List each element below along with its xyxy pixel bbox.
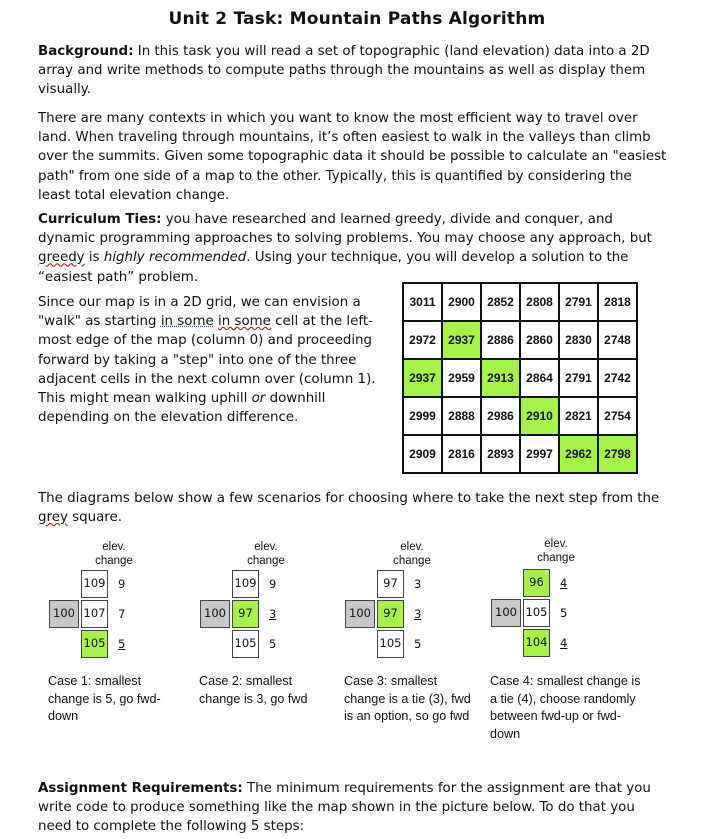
fwd-down-cell: 104 (523, 629, 550, 657)
or-word: or (251, 391, 266, 407)
fwd-cell: 97 (232, 600, 259, 628)
current-cell: 100 (200, 600, 230, 628)
change-mid: 3 (269, 607, 277, 621)
fwd-up-cell: 109 (232, 570, 259, 598)
grid-cell: 2852 (481, 283, 520, 321)
elev-label-line-2: change (537, 552, 575, 564)
elev-label-line-1: elev. (544, 538, 568, 550)
elev-label-line-2: change (95, 555, 133, 567)
fwd-down-cell: 105 (81, 630, 108, 658)
grid-cell: 2959 (442, 359, 481, 397)
diagrams-intro-text-2: square. (67, 510, 123, 526)
grid-cell: 2937 (442, 321, 481, 359)
change-down: 5 (269, 637, 277, 651)
curriculum-text-3: . Using your technique, you will develop a solution to the “easiest path” problem. (38, 250, 629, 285)
fwd-up-cell: 97 (377, 570, 404, 598)
change-up: 4 (560, 576, 568, 590)
grid-cell: 2962 (559, 435, 598, 473)
fwd-cell: 97 (377, 600, 404, 628)
fwd-up-cell: 109 (81, 570, 108, 598)
elev-change-label (236, 540, 296, 568)
diagrams-intro-text: The diagrams below show a few scenarios for choosing where to take the next step from the (38, 491, 660, 506)
grid-cell: 2816 (442, 435, 481, 473)
grid-cell: 2937 (403, 359, 442, 397)
current-cell: 100 (345, 600, 375, 628)
change-mid: 3 (414, 607, 422, 621)
assignment-paragraph (38, 779, 668, 837)
grid-intro-text: Since our map is in a 2D grid, we can envision a "walk" as starting (38, 295, 361, 330)
change-up: 9 (118, 577, 126, 591)
grid-cell: 2860 (520, 321, 559, 359)
assignment-label: Assignment Requirements: (38, 781, 243, 796)
grid-cell: 2818 (598, 283, 637, 321)
grid-row (403, 321, 637, 359)
grid-cell: 2791 (559, 359, 598, 397)
diagrams-intro-paragraph (38, 489, 668, 527)
elev-change-label (382, 540, 442, 568)
contexts-paragraph: There are many contexts in which you want to know the most efficient way to travel over land. When traveling through mountains, it’s often easiest to walk in the valleys than climb over the summits. Given some topographic data it should be possible to calculate an "easiest path" from one side of a map to the other. Typically, this is quantified by considering the least total elevation change. (38, 111, 667, 203)
grid-cell: 2742 (598, 359, 637, 397)
fwd-down-cell: 105 (377, 630, 404, 658)
greedy-word: greedy (38, 250, 85, 266)
curriculum-text: you have researched and learned greedy, divide and conquer, and dynamic programming approaches to solving problems. You may choose any approach, but (38, 212, 652, 247)
elev-label-line-1: elev. (102, 541, 126, 553)
change-mid: 5 (560, 606, 568, 620)
grid-cell: 2830 (559, 321, 598, 359)
in-some-2: in some (218, 314, 271, 330)
grid-cell: 2986 (481, 397, 520, 435)
grid-cell: 2900 (442, 283, 481, 321)
grid-cell: 2754 (598, 397, 637, 435)
change-down: 4 (560, 636, 568, 650)
grid-cell: 2888 (442, 397, 481, 435)
grid-row (403, 283, 637, 321)
case-caption: Case 1: smallest change is 5, go fwd-down (48, 674, 161, 723)
grid-cell: 2999 (403, 397, 442, 435)
background-paragraph (38, 42, 668, 100)
grey-word: grey (38, 510, 68, 526)
grid-cell: 2886 (481, 321, 520, 359)
grid-intro-paragraph (38, 293, 388, 427)
change-down: 5 (414, 637, 422, 651)
assignment-text: The minimum requirements for the assignment are that you write code to produce something like the map shown in the picture below. To do that you need to complete the following 5 steps: (38, 781, 651, 835)
highly-recommended: highly recommended (103, 250, 247, 266)
grid-cell: 2864 (520, 359, 559, 397)
elev-label-line-1: elev. (400, 541, 424, 553)
page-title: Unit 2 Task: Mountain Paths Algorithm (168, 9, 546, 29)
grid-row (403, 359, 637, 397)
grid-cell: 2909 (403, 435, 442, 473)
grid-cell: 2748 (598, 321, 637, 359)
curriculum-label: Curriculum Ties: (38, 212, 162, 227)
current-cell: 100 (491, 599, 521, 627)
change-up: 9 (269, 577, 277, 591)
grid-cell: 2821 (559, 397, 598, 435)
fwd-up-cell: 96 (523, 569, 550, 597)
current-cell: 100 (49, 600, 79, 628)
elev-label-line-1: elev. (254, 541, 278, 553)
curriculum-paragraph (38, 210, 668, 287)
curriculum-text-2: is (84, 250, 104, 266)
grid-cell: 2910 (520, 397, 559, 435)
change-down: 5 (118, 637, 126, 651)
elevation-grid (402, 282, 638, 474)
background-label: Background: (38, 44, 134, 59)
elev-change-label (84, 540, 144, 568)
fwd-cell: 105 (523, 599, 550, 627)
grid-cell: 2972 (403, 321, 442, 359)
case-caption: Case 3: smallest change is a tie (3), fwd is an option, so go fwd (344, 674, 471, 723)
grid-row (403, 397, 637, 435)
grid-cell: 2808 (520, 283, 559, 321)
elev-label-line-2: change (393, 555, 431, 567)
grid-cell: 2997 (520, 435, 559, 473)
elev-label-line-2: change (247, 555, 285, 567)
case-caption: Case 4: smallest change is a tie (4), choose randomly between fwd-up or fwd-down (490, 674, 641, 741)
grid-intro-text-2: cell at the left-most edge of the map (column 0) and proceeding forward by taking a "step" into one of the three adjacent cells in the next column over (column 1). This might mean walking uphill (38, 314, 376, 407)
case-caption: Case 2: smallest change is 3, go fwd (199, 674, 308, 706)
fwd-down-cell: 105 (232, 630, 259, 658)
grid-cell: 2798 (598, 435, 637, 473)
grid-row (403, 435, 637, 473)
grid-cell: 2791 (559, 283, 598, 321)
elev-change-label (526, 537, 586, 565)
grid-cell: 2893 (481, 435, 520, 473)
grid-cell: 3011 (403, 283, 442, 321)
in-some-1: in some (160, 314, 214, 330)
grid-cell: 2913 (481, 359, 520, 397)
change-mid: 7 (118, 607, 126, 621)
change-up: 3 (414, 577, 422, 591)
background-text: In this task you will read a set of topographic (land elevation) data into a 2D array and write methods to compute paths through the mountains as well as display them visually. (38, 44, 650, 98)
fwd-cell: 107 (81, 600, 108, 628)
grid-intro-text-3: downhill depending on the elevation difference. (38, 391, 326, 426)
